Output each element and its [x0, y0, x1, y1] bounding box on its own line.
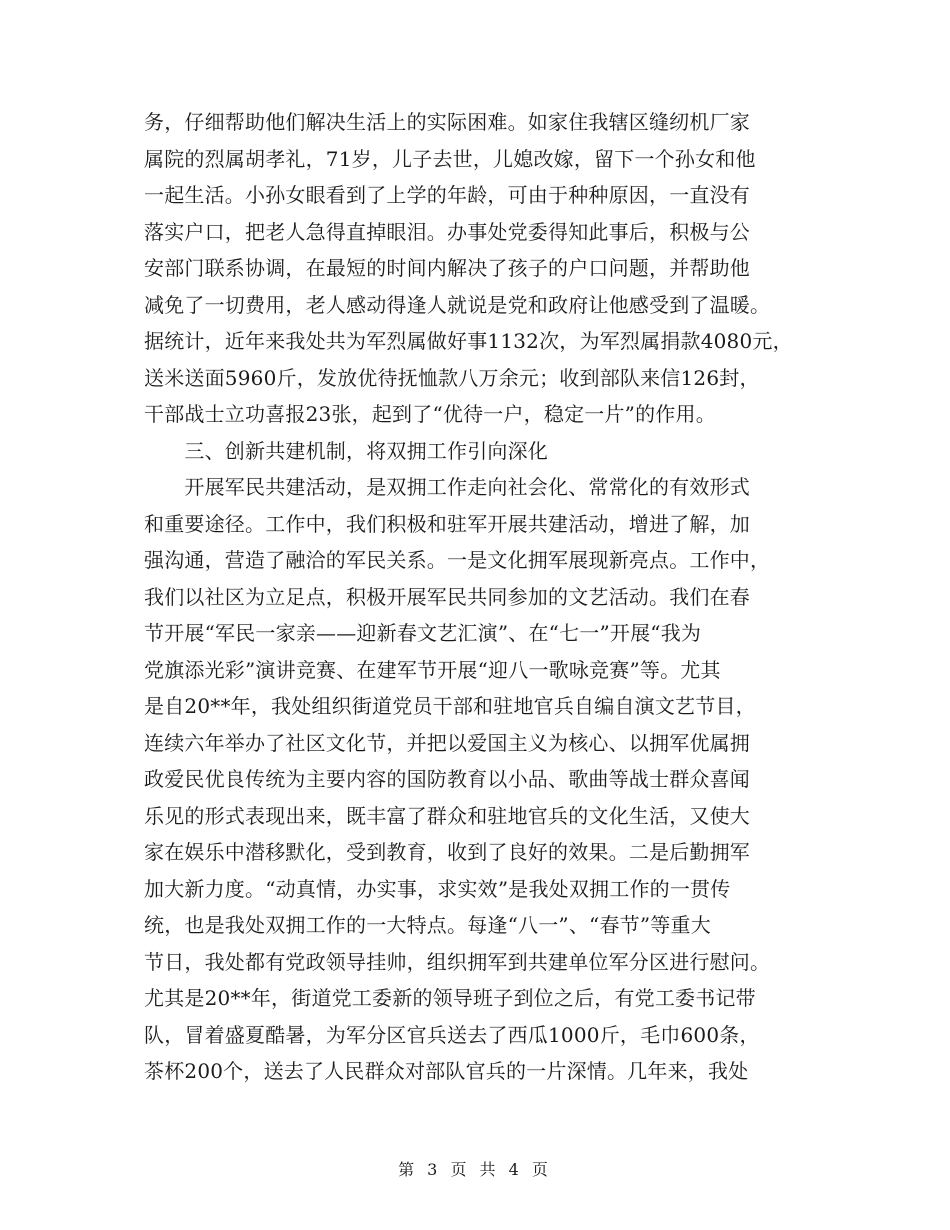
text-line: 尤其是20**年，街道党工委新的领导班子到位之后，有党工委书记带 — [144, 986, 756, 1010]
text-line: 强沟通，营造了融洽的军民关系。一是文化拥军展现新亮点。工作中， — [144, 548, 771, 572]
text-line: 加大新力度。“动真情，办实事，求实效”是我处双拥工作的一贯传 — [144, 876, 731, 901]
section-heading: 三、创新共建机制，将双拥工作引向深化 — [144, 438, 548, 463]
text-line: 茶杯200个，送去了人民群众对部队官兵的一片深情。几年来，我处 — [144, 1059, 749, 1083]
text-line: 干部战士立功喜报23张，起到了“优待一户，稳定一片”的作用。 — [144, 402, 716, 426]
text-line: 统，也是我处双拥工作的一大特点。每逢“八一”、“春节”等重大 — [144, 913, 711, 937]
text-line: 节日，我处都有党政领导挂帅，组织拥军到共建单位军分区进行慰问。 — [144, 949, 771, 974]
text-line: 乐见的形式表现出来，既丰富了群众和驻地官兵的文化生活，又使大 — [144, 803, 750, 828]
text-line: 家在娱乐中潜移默化，受到教育，收到了良好的效果。二是后勤拥军 — [144, 840, 750, 864]
text-line: 减免了一切费用，老人感动得逢人就说是党和政府让他感受到了温暖。 — [144, 292, 771, 317]
text-line: 开展军民共建活动，是双拥工作走向社会化、常常化的有效形式 — [144, 475, 750, 499]
text-line: 连续六年举办了社区文化节，并把以爱国主义为核心、以拥军优属拥 — [144, 730, 750, 755]
text-line: 务，仔细帮助他们解决生活上的实际困难。如家住我辖区缝纫机厂家 — [144, 110, 750, 134]
text-line: 落实户口，把老人急得直掉眼泪。办事处党委得知此事后，积极与公 — [144, 219, 750, 244]
text-line: 送米送面5960斤，发放优待抚恤款八万余元；收到部队来信126封， — [144, 365, 760, 390]
text-line: 是自20**年，我处组织街道党员干部和驻地官兵自编自演文艺节目， — [144, 694, 756, 718]
text-line: 我们以社区为立足点，积极开展军民共同参加的文艺活动。我们在春 — [144, 584, 750, 609]
text-line: 党旗添光彩”演讲竞赛、在建军节开展“迎八一歌咏竞赛”等。尤其 — [144, 657, 721, 682]
text-line: 政爱民优良传统为主要内容的国防教育以小品、歌曲等战士群众喜闻 — [144, 767, 750, 791]
text-line: 一起生活。小孙女眼看到了上学的年龄，可由于种种原因，一直没有 — [144, 183, 750, 207]
page-footer: 第 3 页 共 4 页 — [398, 1160, 552, 1179]
text-line: 节开展“军民一家亲——迎新春文艺汇演”、在“七一”开展“我为 — [144, 621, 702, 645]
text-line: 和重要途径。工作中，我们积极和驻军开展共建活动，增进了解，加 — [144, 511, 750, 536]
text-line: 据统计，近年来我处共为军烈属做好事1132次，为军烈属捐款4080元， — [144, 329, 793, 353]
text-line: 队，冒着盛夏酷暑，为军分区官兵送去了西瓜1000斤，毛巾600条， — [144, 1022, 760, 1047]
text-line: 安部门联系协调，在最短的时间内解决了孩子的户口问题，并帮助他 — [144, 256, 750, 280]
body-text — [144, 104, 834, 1090]
text-line: 属院的烈属胡孝礼，71岁，儿子去世，儿媳改嫁，留下一个孙女和他 — [144, 146, 756, 171]
